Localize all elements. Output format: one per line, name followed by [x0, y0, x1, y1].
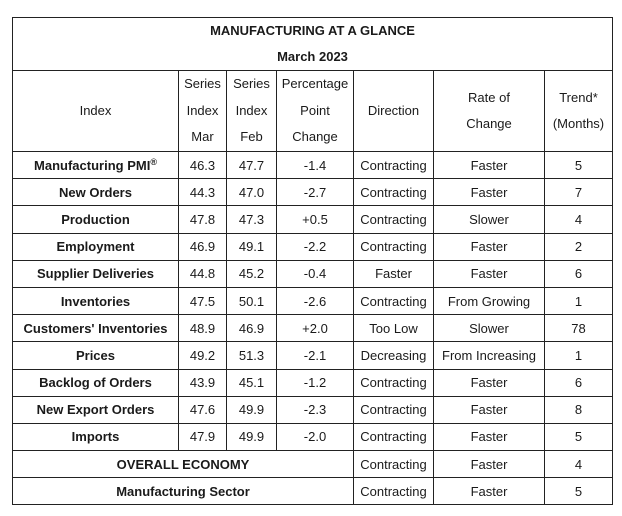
header-index: Index: [13, 71, 179, 152]
point-change: -2.2: [277, 233, 354, 260]
series-index-mar: 43.9: [179, 369, 227, 396]
rate-of-change: Faster: [434, 396, 545, 423]
index-name: [13, 233, 179, 260]
index-name: [13, 287, 179, 314]
index-name: [13, 396, 179, 423]
trend-months: 7: [545, 179, 613, 206]
table-row: [13, 342, 613, 369]
table-row: [13, 423, 613, 450]
trend-months: 5: [545, 423, 613, 450]
series-index-feb: 45.1: [227, 369, 277, 396]
trend-months: 2: [545, 233, 613, 260]
point-change: -2.6: [277, 287, 354, 314]
direction: Contracting: [354, 179, 434, 206]
direction: Contracting: [354, 478, 434, 505]
point-change: -2.1: [277, 342, 354, 369]
series-index-feb: 45.2: [227, 260, 277, 287]
rate-of-change: Faster: [434, 260, 545, 287]
index-label: Employment: [56, 239, 135, 255]
rate-of-change: Faster: [434, 152, 545, 179]
rate-of-change: Faster: [434, 423, 545, 450]
rate-of-change: Faster: [434, 478, 545, 505]
index-name: [13, 206, 179, 233]
direction: Faster: [354, 260, 434, 287]
index-label: New Export Orders: [36, 402, 155, 418]
trend-months: 78: [545, 315, 613, 342]
index-name: [13, 369, 179, 396]
table-row: [13, 206, 613, 233]
direction: Contracting: [354, 233, 434, 260]
series-index-mar: 49.2: [179, 342, 227, 369]
table-title-cell: [13, 18, 613, 71]
direction: Contracting: [354, 423, 434, 450]
series-index-feb: 49.9: [227, 396, 277, 423]
summary-label: OVERALL ECONOMY: [13, 451, 354, 478]
header-direction: Direction: [354, 71, 434, 152]
series-index-feb: 51.3: [227, 342, 277, 369]
index-label: Inventories: [60, 293, 131, 309]
trend-months: 8: [545, 396, 613, 423]
index-label: Supplier Deliveries: [36, 266, 155, 282]
index-name: [13, 423, 179, 450]
series-index-feb: 47.0: [227, 179, 277, 206]
direction: Contracting: [354, 369, 434, 396]
direction: Contracting: [354, 206, 434, 233]
series-index-feb: 49.9: [227, 423, 277, 450]
index-label: Prices: [75, 347, 116, 363]
series-index-feb: 47.3: [227, 206, 277, 233]
direction: Contracting: [354, 396, 434, 423]
manufacturing-table: [12, 17, 613, 505]
point-change: -2.7: [277, 179, 354, 206]
point-change: +0.5: [277, 206, 354, 233]
trend-months: 4: [545, 206, 613, 233]
header-rate: Rate of Change: [434, 71, 545, 152]
rate-of-change: Faster: [434, 369, 545, 396]
registered-mark: ®: [150, 156, 157, 167]
rate-of-change: Faster: [434, 179, 545, 206]
table-row: [13, 396, 613, 423]
table-row: [13, 260, 613, 287]
index-label: Manufacturing PMI: [34, 157, 151, 173]
series-index-mar: 48.9: [179, 315, 227, 342]
table-row: [13, 179, 613, 206]
point-change: +2.0: [277, 315, 354, 342]
index-label: Imports: [71, 429, 120, 445]
index-name: [13, 179, 179, 206]
index-name: [13, 342, 179, 369]
index-label: Customers' Inventories: [23, 320, 168, 336]
point-change: -1.2: [277, 369, 354, 396]
trend-months: 5: [545, 478, 613, 505]
direction: Contracting: [354, 287, 434, 314]
trend-months: 1: [545, 342, 613, 369]
index-label: New Orders: [59, 184, 132, 200]
series-index-feb: 46.9: [227, 315, 277, 342]
index-name: [13, 315, 179, 342]
direction: Contracting: [354, 451, 434, 478]
trend-months: 4: [545, 451, 613, 478]
summary-row: [13, 478, 613, 505]
rate-of-change: From Growing: [434, 287, 545, 314]
direction: Contracting: [354, 152, 434, 179]
rate-of-change: From Increasing: [434, 342, 545, 369]
header-row: [13, 71, 613, 152]
point-change: -0.4: [277, 260, 354, 287]
series-index-mar: 47.9: [179, 423, 227, 450]
table-row: [13, 369, 613, 396]
series-index-mar: 47.5: [179, 287, 227, 314]
rate-of-change: Slower: [434, 315, 545, 342]
series-index-mar: 47.8: [179, 206, 227, 233]
index-name: [13, 260, 179, 287]
point-change: -2.0: [277, 423, 354, 450]
series-index-mar: 44.8: [179, 260, 227, 287]
point-change: -2.3: [277, 396, 354, 423]
index-label: Backlog of Orders: [39, 375, 152, 391]
direction: Too Low: [354, 315, 434, 342]
series-index-mar: 46.3: [179, 152, 227, 179]
summary-row: [13, 451, 613, 478]
series-index-mar: 44.3: [179, 179, 227, 206]
header-series-mar: Series Index Mar: [179, 71, 227, 152]
point-change: -1.4: [277, 152, 354, 179]
table-row: [13, 152, 613, 179]
summary-label: Manufacturing Sector: [13, 478, 354, 505]
header-change: Percentage Point Change: [277, 71, 354, 152]
title-row: [13, 18, 613, 71]
trend-months: 1: [545, 287, 613, 314]
table-title: MANUFACTURING AT A GLANCE: [210, 23, 415, 38]
series-index-mar: 47.6: [179, 396, 227, 423]
table-row: [13, 287, 613, 314]
series-index-feb: 47.7: [227, 152, 277, 179]
rate-of-change: Faster: [434, 233, 545, 260]
header-trend: Trend* (Months): [545, 71, 613, 152]
table-row: [13, 233, 613, 260]
index-label: Production: [61, 211, 130, 227]
trend-months: 6: [545, 369, 613, 396]
rate-of-change: Faster: [434, 451, 545, 478]
glance-sheet: [12, 17, 613, 505]
series-index-feb: 49.1: [227, 233, 277, 260]
table-subtitle: March 2023: [277, 49, 348, 64]
trend-months: 6: [545, 260, 613, 287]
index-name: [13, 152, 179, 179]
table-row: [13, 315, 613, 342]
series-index-feb: 50.1: [227, 287, 277, 314]
rate-of-change: Slower: [434, 206, 545, 233]
trend-months: 5: [545, 152, 613, 179]
header-series-feb: Series Index Feb: [227, 71, 277, 152]
series-index-mar: 46.9: [179, 233, 227, 260]
direction: Decreasing: [354, 342, 434, 369]
